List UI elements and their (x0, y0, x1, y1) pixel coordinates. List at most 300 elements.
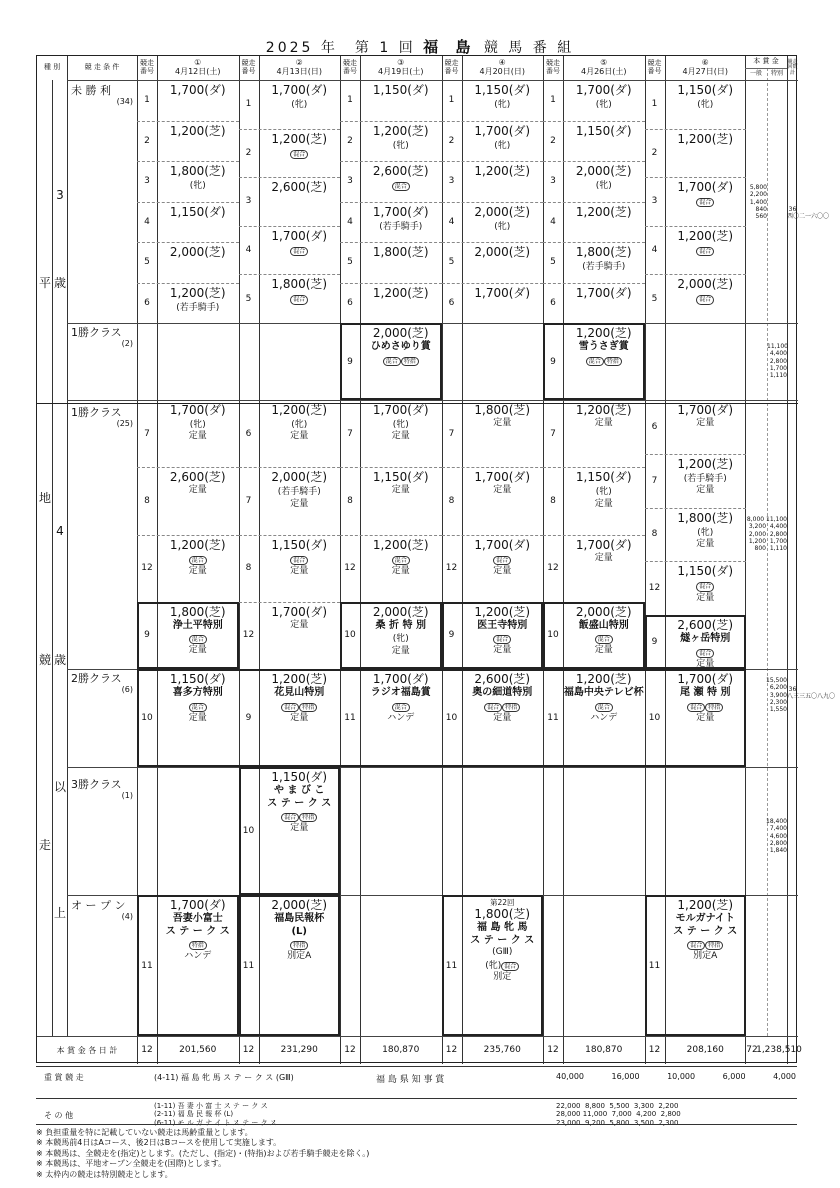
race-cell (563, 242, 645, 283)
race-name: 福 島 牝 馬 (477, 922, 528, 934)
count-total-1: 36 西〇二一六〇〇 (787, 206, 830, 221)
race-distance: 1,800(芝) (474, 403, 531, 417)
race-tag: 混合 (493, 556, 511, 565)
race-tag: (牝) (697, 100, 714, 110)
race-number: 12 (445, 563, 458, 574)
race-edition: 第22回 (489, 898, 515, 907)
race-tag: 混合 (290, 247, 308, 256)
race-tag: 特指 (299, 703, 317, 712)
race-number: 2 (245, 147, 252, 158)
race-weight: 定量 (493, 485, 512, 496)
race-name: 桑 折 特 別 (375, 619, 426, 631)
race-number: 6 (347, 297, 353, 308)
race-distance: 2,000(芝) (271, 898, 328, 912)
race-tag: (牝) (494, 221, 511, 232)
race-number: 1 (245, 99, 252, 110)
race-distance: 1,700(ダ) (372, 204, 429, 219)
race-cell (360, 242, 442, 283)
day-number: ⑥ (701, 58, 709, 68)
race-number: 10 (445, 713, 458, 723)
race-name: 福島中央テレビ杯 (563, 687, 644, 698)
race-number: 8 (144, 495, 150, 506)
header-bango: 競走番号 (546, 59, 560, 75)
race-distance: 1,700(ダ) (169, 898, 226, 912)
race-distance: 1,150(ダ) (575, 123, 632, 138)
special-box (442, 895, 544, 1036)
class-name: 1勝クラス (71, 406, 122, 419)
special-box (645, 895, 747, 1036)
race-number: 7 (448, 428, 455, 439)
side-kyo: 競 (38, 653, 51, 667)
prize-3win: 18,400 7,400 4,600 2,800 1,840 (766, 818, 787, 855)
race-distance: 1,700(ダ) (372, 672, 429, 686)
race-distance: 1,700(ダ) (677, 672, 734, 686)
juushou-prize: 40,000 (556, 1072, 584, 1081)
race-tags (665, 292, 747, 305)
race-distance: 1,700(ダ) (169, 83, 226, 97)
race-number: 6 (651, 421, 658, 432)
side-sai1: 歳 (53, 276, 66, 290)
race-cell (563, 161, 645, 202)
race-number: 1 (550, 95, 556, 106)
total-count: 12 (344, 1045, 356, 1055)
race-cell (360, 121, 442, 162)
race-name: 雪うさぎ賞 (578, 341, 629, 352)
race-distance: 2,000(芝) (677, 277, 734, 292)
juushou-prize: 10,000 (667, 1072, 696, 1081)
race-tag: 混合 (586, 357, 604, 366)
prize-1win-3yo: 11,100 4,400 2,800 1,700 1,110 (767, 343, 788, 380)
divider (52, 80, 53, 1036)
race-cell (259, 274, 341, 323)
race-distance: 2,000(芝) (372, 604, 429, 619)
race-cell (360, 202, 442, 243)
header-day (665, 56, 747, 80)
class-count: (6) (121, 685, 133, 695)
race-tag: 混合 (392, 182, 410, 191)
notes (36, 1128, 369, 1180)
sonota-prize: 28,000 11,000 7,000 4,200 2,800 (556, 1110, 681, 1119)
race-name: モルガナイト (675, 913, 735, 924)
race-weight: 定量 (493, 712, 512, 723)
race-tag: 混合 (281, 703, 299, 712)
race-weight: 定量 (391, 565, 410, 576)
race-distance: 2,000(芝) (169, 245, 226, 259)
race-distance: 2,000(芝) (474, 204, 531, 219)
race-cell (462, 242, 544, 283)
race-cell (665, 226, 747, 275)
race-distance: 1,700(ダ) (575, 285, 632, 300)
race-weight: 定量 (696, 485, 715, 496)
race-number: 2 (651, 147, 658, 158)
race-distance: 1,700(ダ) (271, 228, 328, 243)
race-cell (462, 283, 544, 324)
total-count: 12 (648, 1045, 661, 1055)
race-distance: 1,200(芝) (372, 123, 429, 138)
header-ippan: 一般 (749, 69, 762, 77)
race-cell (157, 161, 239, 202)
race-number: 7 (245, 495, 252, 506)
note-line: ※ 本競馬は、平地オープン全競走を(国際)とします。 (36, 1159, 227, 1169)
race-distance: 1,800(芝) (169, 604, 226, 619)
race-tags (259, 418, 341, 431)
race-number: 1 (347, 95, 353, 106)
race-tags (360, 220, 442, 233)
sonota-prize: 22,000 8,800 5,500 3,300 2,200 (556, 1102, 679, 1110)
special-box (543, 602, 645, 669)
side-so: 走 (38, 838, 51, 852)
day-date: 4月12日(土) (174, 67, 221, 76)
race-tag: (牝) (291, 420, 308, 430)
race-tags (665, 579, 747, 592)
race-distance: 1,150(ダ) (169, 672, 226, 686)
race-cell (563, 283, 645, 324)
side-jo: 上 (53, 906, 66, 920)
race-weight: 定量 (493, 645, 512, 656)
race-distance: 1,800(芝) (372, 245, 429, 259)
race-weight: 定量 (290, 498, 309, 509)
race-tags (259, 147, 341, 160)
race-number: 12 (242, 630, 255, 641)
race-tag: (若手騎手) (582, 262, 626, 272)
side-age3: 3 (56, 188, 64, 202)
race-cell (665, 274, 747, 323)
race-number: 11 (445, 960, 458, 971)
race-tag: 混合 (493, 635, 511, 644)
race-number: 11 (242, 960, 255, 971)
race-cell (665, 508, 747, 562)
class-name: 1勝クラス (71, 326, 122, 339)
race-tag: (牝) (595, 487, 612, 498)
race-cell (665, 177, 747, 226)
race-number: 1 (651, 99, 658, 110)
race-distance: 1,200(芝) (474, 164, 531, 178)
header-kyosou-kei: 競走回数計 (787, 58, 798, 76)
special-box (137, 602, 239, 669)
race-cell (563, 400, 645, 467)
note-line: ※ 負担重量を特に記載していない競走は馬齢重量とします。 (36, 1128, 253, 1137)
race-cell (259, 177, 341, 226)
race-distance: 1,700(ダ) (271, 83, 328, 97)
header-day (360, 56, 442, 80)
race-number: 9 (144, 630, 150, 641)
race-number: 6 (448, 297, 455, 308)
sonota-race: (2-11) 福 島 民 報 杯 (L) (154, 1110, 234, 1119)
page-title: 2025 年 第 1 回 福 島 競 馬 番 組 (265, 38, 575, 56)
race-cell (462, 121, 544, 162)
race-tags (462, 220, 544, 233)
total-count: 12 (141, 1045, 153, 1055)
race-cell (259, 80, 341, 129)
race-cell (157, 283, 239, 324)
race-number: 10 (648, 713, 661, 723)
race-weight: 定量 (594, 498, 613, 509)
race-distance: 1,200(芝) (169, 537, 226, 552)
race-distance: 1,700(ダ) (169, 403, 226, 417)
race-distance: 1,700(ダ) (474, 470, 531, 485)
race-distance: 1,200(芝) (271, 672, 328, 686)
race-cell (563, 202, 645, 243)
race-distance: 1,700(ダ) (372, 403, 429, 417)
class-count: (25) (116, 419, 133, 429)
special-box (543, 323, 645, 400)
race-weight: 定量 (188, 712, 207, 723)
race-cell (259, 467, 341, 534)
day-number: ④ (498, 58, 506, 68)
race-tag: (牝) (392, 634, 409, 645)
race-weight: 定量 (594, 552, 613, 563)
race-cell (259, 129, 341, 178)
race-tag: 混合 (392, 556, 410, 565)
day-number: ② (295, 58, 303, 68)
race-tag: 特指 (604, 357, 622, 366)
grand-value: 1,238,510 (756, 1045, 802, 1055)
race-tags (157, 179, 239, 192)
race-cell (665, 561, 747, 615)
race-distance: 1,700(ダ) (474, 123, 531, 138)
race-number: 5 (550, 257, 556, 268)
race-distance: 2,000(芝) (372, 326, 429, 340)
race-number: 11 (344, 713, 356, 723)
race-distance: 2,600(芝) (372, 164, 429, 178)
race-tag: (牝) (494, 140, 511, 151)
race-tag: 混合 (687, 941, 705, 950)
race-cell (665, 400, 747, 454)
race-name: 燧ヶ岳特別 (680, 633, 731, 645)
race-tags (563, 260, 645, 273)
race-weight: 定量 (696, 658, 715, 669)
race-weight: 定量 (594, 645, 613, 656)
race-distance: 1,200(芝) (271, 131, 328, 146)
race-name: 福島民報杯 (274, 913, 325, 924)
race-tag: 特指 (705, 703, 723, 712)
race-tag: (若手騎手) (277, 487, 321, 498)
total-value: 201,560 (179, 1045, 217, 1055)
race-number: 12 (547, 563, 559, 574)
race-number: 8 (448, 495, 455, 506)
race-weight: 定量 (696, 592, 715, 603)
race-number: 6 (550, 297, 556, 308)
race-cell (360, 467, 442, 534)
day-number: ③ (397, 58, 405, 68)
race-number: 4 (550, 216, 556, 227)
race-distance: 1,150(ダ) (575, 470, 632, 485)
race-distance: 1,200(芝) (677, 456, 734, 471)
total-value: 235,760 (483, 1045, 521, 1055)
race-cell (360, 400, 442, 467)
race-weight: 定量 (696, 418, 715, 428)
race-number: 5 (448, 257, 455, 268)
race-number: 12 (648, 583, 661, 594)
day-date: 4月13日(日) (276, 67, 322, 76)
race-distance: 1,200(芝) (677, 131, 734, 146)
race-distance: 1,800(芝) (169, 164, 226, 178)
race-cell (259, 535, 341, 602)
race-cell (157, 535, 239, 602)
race-distance: 1,700(ダ) (575, 537, 632, 552)
race-name: や ま び こ (274, 785, 325, 796)
total-value: 180,870 (382, 1045, 420, 1055)
header-day (157, 56, 239, 80)
header-bango: 競走番号 (241, 59, 256, 75)
race-program-table (36, 55, 836, 1063)
header-day (462, 56, 544, 80)
race-number: 8 (651, 529, 658, 540)
race-name: 吾妻小富士 (172, 913, 223, 924)
race-number: 4 (245, 245, 252, 256)
class-1win-3yo (71, 326, 133, 349)
divider (67, 767, 798, 768)
race-distance: 1,200(芝) (575, 672, 632, 686)
totals-label: 本 賞 金 各 日 計 (56, 1045, 118, 1055)
side-ijo: 以 (53, 780, 66, 794)
race-number: 7 (651, 475, 658, 486)
race-tags (259, 292, 341, 305)
race-distance: 2,600(芝) (474, 672, 531, 686)
sonota-race: (6-11) モ ル ガ ナ イ ト ス テ ー ク ス (154, 1118, 277, 1127)
note-line: ※ 本競馬前4日はAコース、後2日はBコースを使用して実施します。 (36, 1138, 282, 1148)
race-distance: 1,200(芝) (575, 204, 632, 219)
race-tag: (若手騎手) (379, 221, 423, 232)
race-distance: 2,000(芝) (575, 604, 632, 619)
race-cell (157, 80, 239, 121)
race-name-2: ス テ ー ク ス (165, 925, 230, 937)
race-cell (360, 161, 442, 202)
race-cell (259, 400, 341, 467)
race-number: 2 (347, 135, 353, 146)
header-bango: 競走番号 (140, 59, 154, 75)
race-distance: 1,150(ダ) (677, 83, 734, 97)
race-tag: (牝) (392, 140, 409, 151)
total-value: 208,160 (686, 1045, 724, 1055)
race-weight: 別定A (693, 951, 718, 962)
class-name: オ ー プ ン (71, 899, 126, 912)
race-distance: 2,600(芝) (677, 618, 734, 633)
race-tag: (牝) (494, 100, 511, 110)
race-tag: (牝) (189, 181, 206, 191)
race-weight: 定量 (493, 418, 512, 428)
race-cell (563, 535, 645, 602)
race-tag: 混合 (189, 635, 207, 644)
race-tag: (牝) (392, 420, 409, 430)
race-tag: 混合 (484, 703, 502, 712)
race-cell (462, 80, 544, 121)
race-number: 1 (144, 95, 150, 106)
race-distance: 1,200(芝) (575, 403, 632, 417)
race-number: 4 (651, 245, 658, 256)
race-number: 9 (550, 356, 556, 367)
race-distance: 1,700(ダ) (474, 537, 531, 552)
race-distance: 1,700(ダ) (575, 83, 632, 97)
race-name-2: ス テ ー ク ス (470, 934, 535, 946)
header-joken: 競 走 条 件 (84, 63, 120, 72)
race-name: ラジオ福島賞 (370, 687, 431, 698)
side-age4: 4 (56, 524, 64, 538)
race-number: 4 (347, 216, 353, 227)
total-count: 12 (242, 1045, 255, 1055)
race-tags (360, 553, 442, 566)
class-mishori (71, 84, 133, 107)
race-tags (259, 485, 341, 498)
race-number: 11 (547, 713, 559, 723)
class-3win (71, 778, 133, 801)
race-tag: (牝) (697, 527, 714, 538)
race-weight: 定量 (696, 712, 715, 723)
race-tag: 混合 (696, 198, 714, 207)
race-tags (157, 553, 239, 566)
prize-2win: 15,500 6,200 3,900 2,300 1,550 (766, 677, 787, 714)
race-tags (665, 195, 747, 208)
race-tag: 混合 (383, 357, 401, 366)
class-open (71, 899, 133, 922)
race-number: 12 (141, 563, 153, 574)
race-tags (563, 98, 645, 111)
total-value: 231,290 (280, 1045, 318, 1055)
day-date: 4月27日(日) (682, 67, 728, 76)
divider (36, 1066, 797, 1067)
race-cell (157, 121, 239, 162)
race-tags (157, 418, 239, 431)
race-tag: 混合 (696, 582, 714, 591)
race-tags (462, 139, 544, 152)
race-number: 2 (144, 135, 150, 146)
race-number: 5 (651, 293, 658, 304)
header-day (563, 56, 645, 80)
class-count: (34) (116, 97, 133, 107)
race-tag: 混合 (290, 150, 308, 159)
race-weight: 定量 (391, 431, 410, 442)
race-tag: 混合 (281, 813, 299, 822)
special-box (137, 895, 239, 1036)
race-cell (259, 226, 341, 275)
race-number: 7 (550, 428, 556, 439)
special-box (645, 615, 747, 669)
race-weight: 別定A (287, 951, 312, 962)
race-tags (360, 179, 442, 192)
race-number: 11 (648, 960, 661, 971)
race-tags (360, 139, 442, 152)
race-tag: 混合 (696, 247, 714, 256)
race-weight: 定量 (391, 485, 410, 496)
special-box (340, 602, 442, 669)
race-tag: 混合 (687, 703, 705, 712)
juushou-prize: 16,000 (611, 1072, 640, 1081)
race-distance: 1,150(ダ) (474, 83, 531, 97)
race-number: 4 (448, 216, 455, 227)
race-cell (462, 202, 544, 243)
race-distance: 1,150(ダ) (372, 83, 429, 97)
day-number: ⑤ (600, 58, 608, 68)
race-number: 9 (347, 356, 353, 367)
race-name: 飯盛山特別 (578, 619, 629, 631)
race-tags (665, 526, 747, 539)
race-distance: 1,700(ダ) (677, 403, 734, 417)
race-cell (462, 161, 544, 202)
race-weight: 定量 (290, 565, 309, 576)
race-cell (157, 242, 239, 283)
class-count: (1) (121, 791, 133, 801)
race-distance: 2,000(芝) (474, 245, 531, 259)
race-tag: 混合 (595, 635, 613, 644)
note-line: ※ 本競馬は、全競走を(指定)とします。(ただし、(指定)・(特指)および若手騎手競走を除く。) (36, 1148, 370, 1158)
race-number: 10 (547, 630, 559, 641)
race-distance: 1,800(芝) (271, 277, 328, 292)
race-tag: 特指 (401, 357, 419, 366)
race-tags (665, 472, 747, 485)
race-number: 6 (245, 428, 252, 439)
race-cell (462, 400, 544, 467)
race-number: 7 (144, 428, 150, 439)
